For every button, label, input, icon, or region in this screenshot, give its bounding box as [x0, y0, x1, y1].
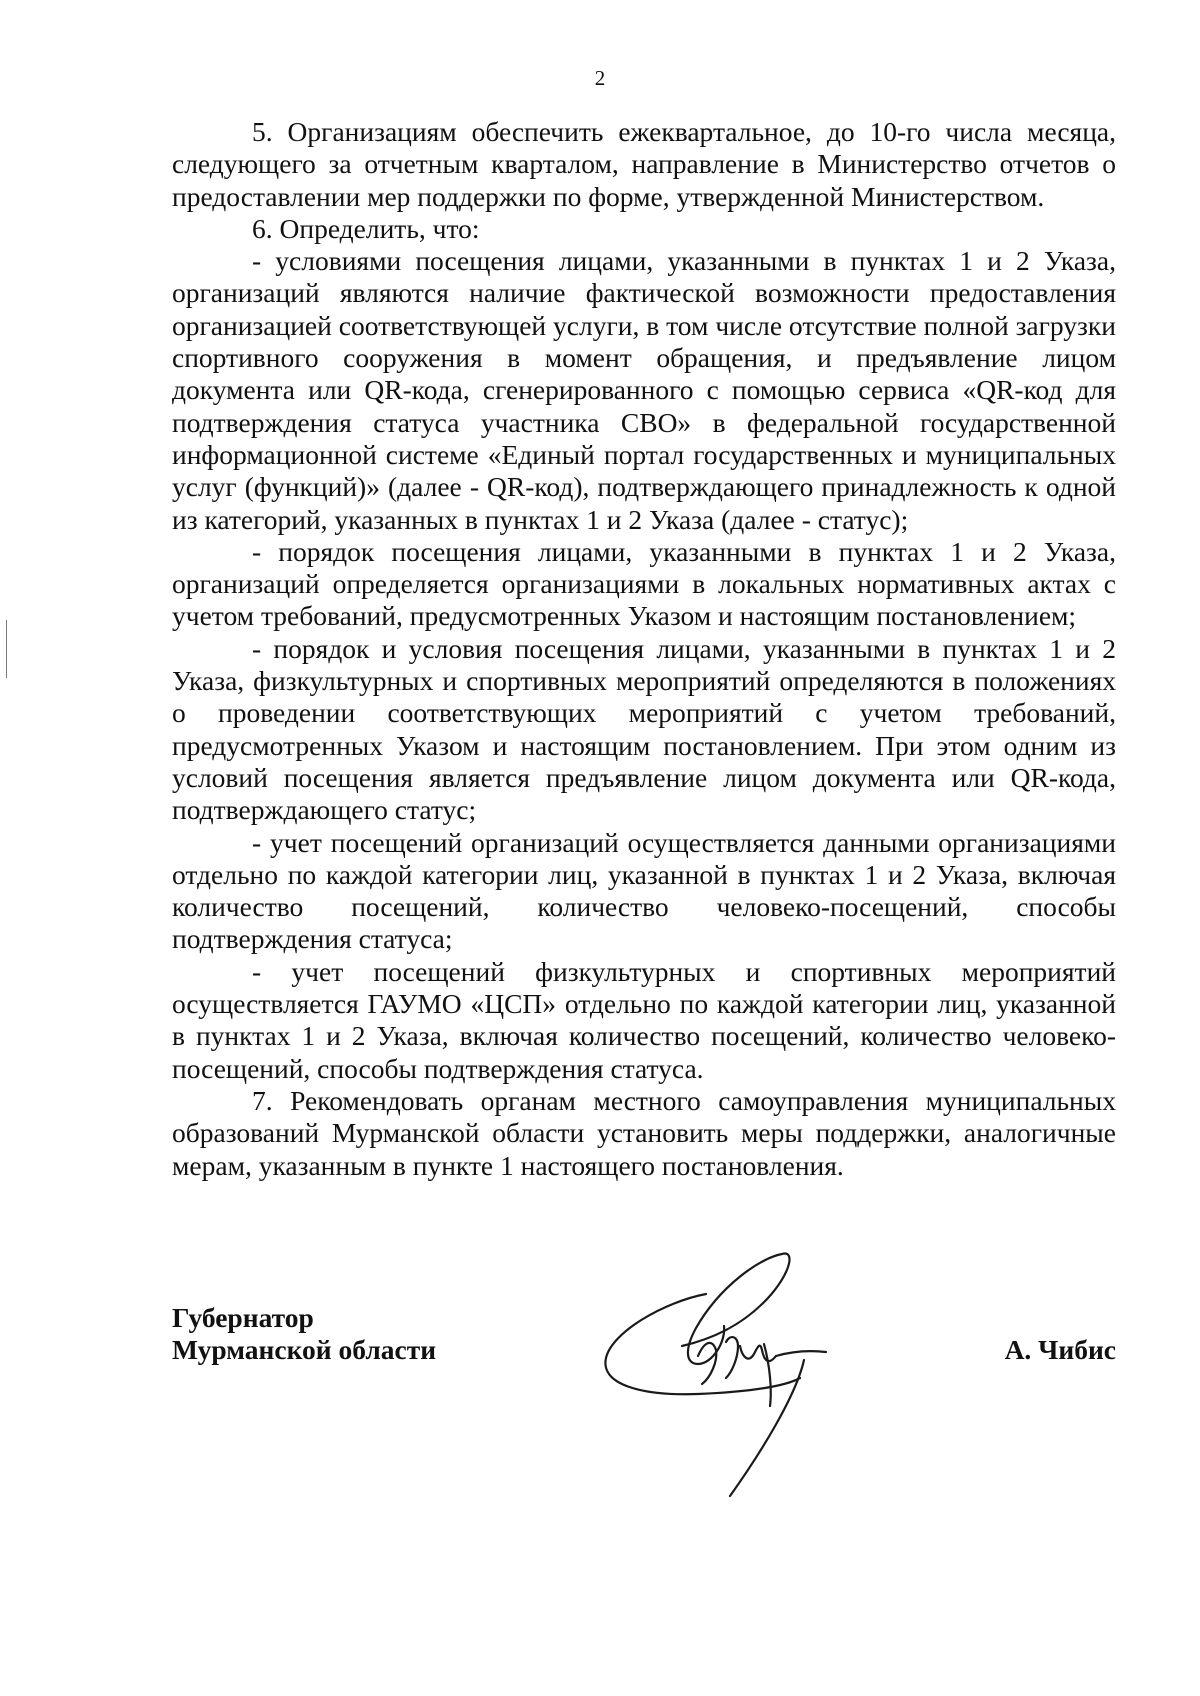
- paragraph-item-5: 5. Организациям обеспечить ежеквартальное, до 10-го числа месяца, следующего за отчетным кварталом, направление в Министерство отчетов о предоставлении мер поддержки по форме, утвержденной Министерством.: [172, 116, 1116, 212]
- signer-title-line-2: Мурманской области: [172, 1334, 437, 1365]
- paragraph-accounting-events: - учет посещений физкультурных и спортивных мероприятий осуществляется ГАУМО «ЦСП» отдельно по каждой категории лиц, указанной в пунктах 1 и 2 Указа, включая количество посещений, количество человеко-посещений, способы подтверждения статуса.: [172, 955, 1116, 1084]
- handwritten-signature: [600, 1246, 890, 1508]
- page-number: 2: [594, 66, 606, 90]
- paragraph-accounting-organizations: - учет посещений организаций осуществляется данными организациями отдельно по каждой категории лиц, указанной в пунктах 1 и 2 Указа, включая количество посещений, количество человеко-посещений, способы подтверждения статуса;: [172, 826, 1116, 955]
- document-body: [172, 116, 1116, 1182]
- signer-name: А. Чибис: [1004, 1334, 1116, 1365]
- paragraph-item-7: 7. Рекомендовать органам местного самоуправления муниципальных образований Мурманской области установить меры поддержки, аналогичные мерам, указанным в пункте 1 настоящего постановления.: [172, 1084, 1116, 1181]
- paragraph-events-procedure: - порядок и условия посещения лицами, указанными в пунктах 1 и 2 Указа, физкультурных и спортивных мероприятий определяются в положениях о проведении соответствующих мероприятий с учетом требований, предусмотренных Указом и настоящим постановлением. При этом одним из условий посещения является предъявление лицом документа или QR-кода, подтверждающего статус;: [172, 632, 1116, 826]
- margin-mark: [6, 620, 7, 678]
- paragraph-item-6: 6. Определить, что:: [252, 212, 480, 244]
- signer-title: [172, 1302, 436, 1366]
- paragraph-procedure: - порядок посещения лицами, указанными в пунктах 1 и 2 Указа, организаций определяется организациями в локальных нормативных актах с учетом требований, предусмотренных Указом и настоящим постановлением;: [172, 535, 1116, 632]
- signer-title-line-1: Губернатор: [172, 1302, 314, 1333]
- paragraph-conditions: - условиями посещения лицами, указанными в пунктах 1 и 2 Указа, организаций являются наличие фактической возможности предоставления организацией соответствующей услуги, в том числе отсутствие полной загрузки спортивного сооружения в момент обращения, и предъявление лицом документа или QR-кода, сгенерированного с помощью сервиса «QR-код для подтверждения статуса участника СВО» в федеральной государственной информационной системе «Единый портал государственных и муниципальных услуг (функций)» (далее - QR-код), подтверждающего принадлежность к одной из категорий, указанных в пунктах 1 и 2 Указа (далее - статус);: [172, 245, 1116, 535]
